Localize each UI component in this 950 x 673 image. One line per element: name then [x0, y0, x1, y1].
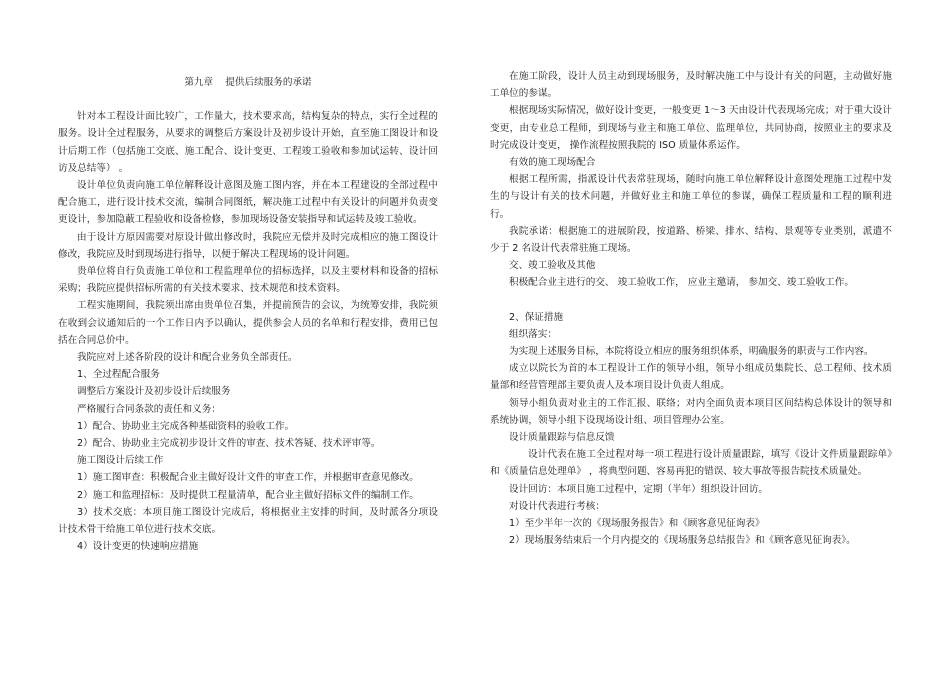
right-column	[490, 68, 892, 549]
list-item: 1）施工图审查：积极配合业主做好设计文件的审查工作，并根据审查意见修改。	[77, 472, 419, 484]
list-item: 1）配合、协助业主完成各种基础资料的验收工作。	[77, 420, 295, 432]
subsection-heading: 施工图设计后续工作	[77, 455, 164, 467]
paragraph: 设计回访：本项目施工过程中，定期（半年）组织设计回访。	[509, 483, 769, 495]
paragraph: 工程实施期间，我院须出席由贵单位召集，并提前预告的会议，为统筹安排，我院须在收到会议通知后的一个工作日内予以确认，提供参会人员的名单和行程安排，费用已包括在合同总价中。	[58, 300, 438, 346]
paragraph: 对设计代表进行考核：	[509, 500, 605, 512]
paragraph: 成立以院长为首的本工程设计工作的领导小组，领导小组成员集院长、总工程师、技术质量部和经营管理部主要负责人及本项目设计负责人组成。	[490, 363, 892, 392]
subsection-heading: 交、竣工验收及其他	[509, 260, 596, 272]
section-heading: 1、全过程配合服务	[77, 369, 160, 381]
list-item: 2）施工和监理招标：及时提供工程量清单，配合业主做好招标文件的编制工作。	[77, 489, 419, 501]
paragraph: 根据现场实际情况，做好设计变更，一般变更 1～3 天由设计代表现场完成；对于重大设计变更，由专业总工程师，到现场与业主和施工单位、监理单位，共同协商，按照业主的要求及时完成设计变更， 操作流程按照我院的 ISO 质量体系运作。	[490, 105, 892, 151]
paragraph: 领导小组负责对业主的工作汇报、联络；对内全面负责本项目区间结构总体设计的领导和系统协调，领导小组下设现场设计组、项目管理办公室。	[490, 397, 892, 426]
paragraph: 在施工阶段，设计人员主动到现场服务，及时解决施工中与设计有关的问题，主动做好施工单位的参谋。	[490, 71, 892, 100]
list-item: 3）技术交底：本项目施工图设计完成后，将根据业主安排的时间，及时派各分项设计技术骨干给施工单位进行技术交底。	[58, 506, 438, 536]
chapter-title: 第九章 提供后续服务的承诺	[184, 77, 312, 88]
paragraph: 为实现上述服务目标，本院将设立相应的服务组织体系，明确服务的职责与工作内容。	[509, 346, 874, 358]
paragraph: 我院应对上述各阶段的设计和配合业务负全部责任。	[77, 352, 298, 364]
left-column	[58, 68, 438, 555]
subsection-heading: 组织落实：	[509, 328, 557, 340]
paragraph: 贵单位将自行负责施工单位和工程监理单位的招标选择，以及主要材料和设备的招标采购；我院应提供招标所需的有关技术要求、技术规范和技术资料。	[58, 266, 438, 295]
list-item: 1）至少半年一次的《现场服务报告》和《顾客意见征询表》	[509, 518, 765, 530]
paragraph: 针对本工程设计面比较广，工作量大，技术要求高，结构复杂的特点，实行全过程的服务。设计全过程服务，从要求的调整后方案设计及初步设计开始，直至施工图设计和设计后期工作（包括施工交底、施工配合、设计变更、工程竣工验收和参加试运转、设计回访及总结等） 。	[58, 111, 438, 174]
paragraph: 设计单位负责向施工单位解释设计意图及施工图内容，并在本工程建设的全部过程中配合施工，进行设计技术交流，编制合同图纸，解决施工过程中有关设计的问题并负责变更设计，参加隐蔽工程验收和设备检修，参加现场设备安装指导和试运转及竣工验收。	[58, 180, 438, 226]
paragraph: 设计代表在施工全过程对每一项工程进行设计质量跟踪，填写《设计文件质量跟踪单》和《质量信息处理单》 ，将典型问题、容易再犯的错误、较大事故等报告院技术质量处。	[490, 449, 892, 478]
spacer	[490, 292, 892, 309]
subsection-heading: 有效的施工现场配合	[509, 157, 596, 169]
subsection-heading: 设计质量跟踪与信息反馈	[509, 432, 615, 444]
list-item: 2）现场服务结束后一个月内提交的《现场服务总结报告》和《顾客意见征询表》。	[509, 535, 856, 547]
list-item: 4）设计变更的快速响应措施	[77, 541, 199, 553]
list-item: 2）配合、协助业主完成初步设计文件的审查、技术答疑、技术评审等。	[77, 438, 381, 450]
paragraph: 严格履行合同条款的责任和义务：	[77, 403, 221, 415]
paragraph: 根据工程所需，指派设计代表常驻现场，随时向施工单位解释设计意图处理施工过程中发生的与设计有关的技术问题，并做好业主和施工单位的参谋，确保工程质量和工程的顺利进行。	[490, 174, 892, 220]
paragraph: 由于设计方原因需要对原设计做出修改时，我院应无偿并及时完成相应的施工图设计修改，我院应及时到现场进行指导，以便于解决工程现场的设计问题。	[58, 231, 438, 260]
paragraph: 我院承诺：根据施工的进展阶段，按道路、桥梁、排水、结构、景观等专业类别，派遣不少于 2 名设计代表常驻施工现场。	[490, 225, 892, 255]
section-heading: 2、保证措施	[509, 311, 564, 323]
paragraph: 积极配合业主进行的交、 竣工验收工作， 应业主邀请， 参加交、竣工验收工作。	[509, 277, 854, 289]
subsection-heading: 调整后方案设计及初步设计后续服务	[77, 386, 231, 398]
